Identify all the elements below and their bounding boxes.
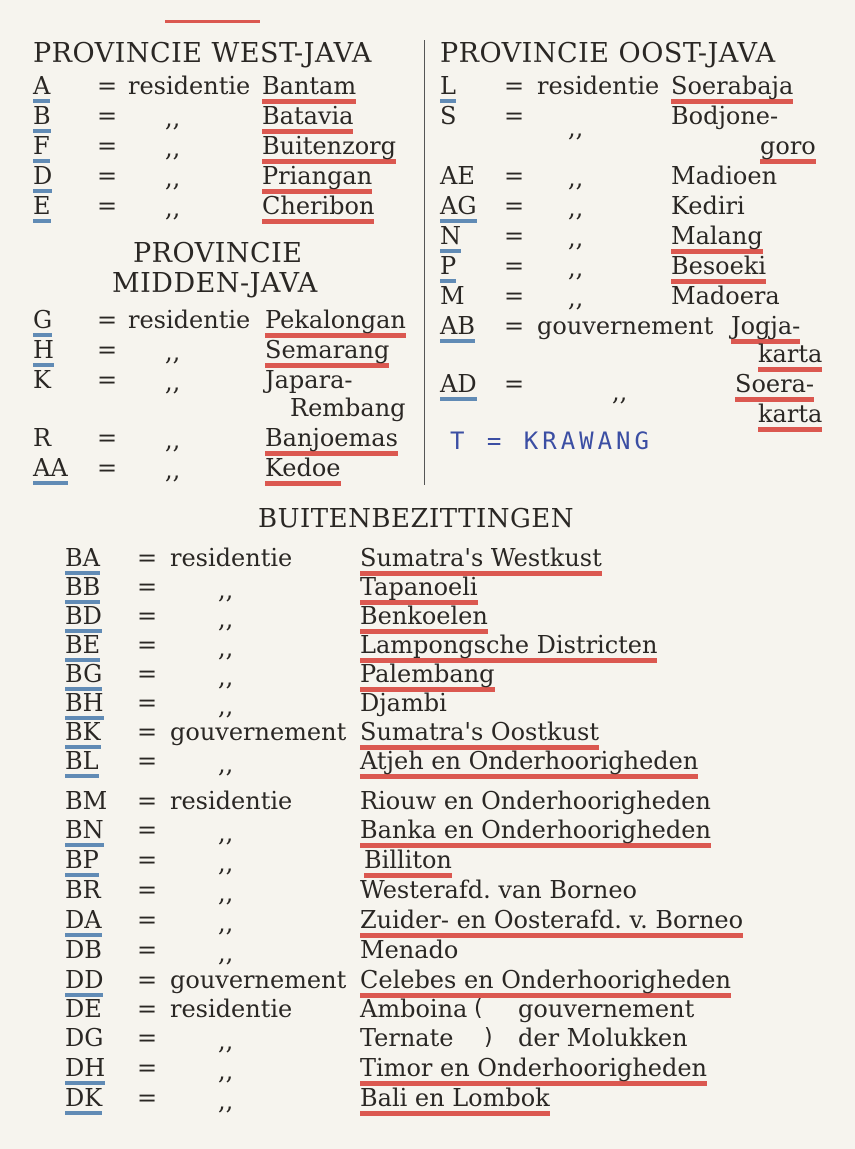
ditto: ,, (165, 134, 181, 162)
ditto: ,, (165, 104, 181, 132)
ditto: ,, (165, 338, 181, 366)
name-celebes: Celebes en Onderhoorigheden (360, 968, 731, 998)
name-soera-karta: karta (758, 402, 822, 432)
ditto: ,, (568, 114, 584, 142)
ditto: ,, (218, 849, 234, 877)
name-atjeh: Atjeh en Onderhoorigheden (360, 749, 698, 779)
heading-provincie: PROVINCIE (133, 238, 303, 269)
name-palembang: Palembang (360, 662, 495, 692)
name-japara: Japara- (265, 366, 353, 394)
name-banjoemas: Banjoemas (265, 426, 398, 456)
name-westkust: Sumatra's Westkust (360, 546, 602, 576)
type: residentie (128, 72, 251, 100)
name-goro: goro (760, 134, 816, 164)
eq: = (137, 876, 158, 904)
code-AE: AE (440, 162, 475, 190)
name-amboina: Amboina (360, 995, 468, 1023)
code-P: P (440, 254, 456, 283)
eq: = (137, 995, 158, 1023)
column-divider (424, 40, 425, 485)
type: gouvernement (170, 718, 347, 746)
eq: = (97, 454, 118, 482)
eq: = (137, 906, 158, 934)
name-bantam: Bantam (262, 74, 356, 104)
ditto: ,, (218, 750, 234, 778)
code-BM: BM (65, 787, 108, 815)
eq: = (137, 602, 158, 630)
code-D: D (33, 164, 52, 193)
eq: = (97, 132, 118, 160)
heading-west-java: PROVINCIE WEST-JAVA (33, 38, 372, 69)
name-bodjone: Bodjone- (671, 102, 779, 130)
eq: = (137, 631, 158, 659)
code-BP: BP (65, 848, 99, 877)
ditto: ,, (218, 909, 234, 937)
code-F: F (33, 134, 50, 163)
eq: = (137, 747, 158, 775)
name-lampong: Lampongsche Districten (360, 633, 657, 663)
code-BD: BD (65, 604, 102, 633)
code-BE: BE (65, 633, 100, 662)
name-buitenzorg: Buitenzorg (262, 134, 396, 164)
code-M: M (440, 282, 465, 310)
code-A: A (33, 74, 50, 103)
type: gouvernement (170, 966, 347, 994)
eq: = (504, 282, 525, 310)
top-red-mark (165, 20, 260, 23)
eq: = (504, 192, 525, 220)
heading-midden-java: MIDDEN-JAVA (112, 268, 318, 299)
ditto: ,, (218, 634, 234, 662)
code-BB: BB (65, 575, 100, 604)
ditto: ,, (218, 1027, 234, 1055)
ditto: ,, (165, 164, 181, 192)
ditto: ,, (165, 368, 181, 396)
name-cheribon: Cheribon (262, 194, 374, 224)
ditto: ,, (218, 819, 234, 847)
name-tapanoeli: Tapanoeli (360, 575, 478, 605)
type: residentie (128, 306, 251, 334)
code-AG: AG (440, 194, 477, 223)
name-riouw: Riouw en Onderhoorigheden (360, 787, 711, 815)
name-semarang: Semarang (265, 338, 389, 368)
eq: = (97, 424, 118, 452)
eq: = (504, 162, 525, 190)
name-pekalongan: Pekalongan (265, 308, 406, 338)
ditto: ,, (568, 194, 584, 222)
ditto: ,, (568, 224, 584, 252)
eq: = (504, 72, 525, 100)
code-BH: BH (65, 691, 104, 720)
code-DD: DD (65, 968, 103, 997)
ditto: ,, (612, 378, 628, 406)
code-E: E (33, 194, 51, 223)
name-kediri: Kediri (671, 192, 745, 220)
note-molukken: der Molukken (518, 1024, 688, 1052)
name-soera: Soera- (735, 372, 814, 402)
name-madioen: Madioen (671, 162, 778, 190)
eq: = (97, 102, 118, 130)
code-BR: BR (65, 876, 101, 904)
handwritten-note: T = KRAWANG (450, 427, 653, 455)
brace-open: ( (474, 996, 483, 1021)
name-rembang: Rembang (290, 394, 406, 422)
code-L: L (440, 74, 456, 103)
code-BN: BN (65, 818, 104, 847)
code-BK: BK (65, 720, 101, 749)
ditto: ,, (165, 426, 181, 454)
code-DE: DE (65, 995, 102, 1023)
name-ternate: Ternate (360, 1024, 454, 1052)
name-besoeki: Besoeki (671, 254, 766, 284)
name-batavia: Batavia (262, 104, 353, 134)
name-benkoelen: Benkoelen (360, 604, 488, 634)
name-jogja: Jogja- (731, 314, 800, 344)
eq: = (97, 192, 118, 220)
heading-buitenbezittingen: BUITENBEZITTINGEN (258, 504, 574, 534)
name-djambi: Djambi (360, 689, 447, 717)
eq: = (97, 366, 118, 394)
code-DK: DK (65, 1086, 102, 1115)
code-R: R (33, 424, 52, 452)
note-gouvernement: gouvernement (518, 995, 695, 1023)
code-BG: BG (65, 662, 102, 691)
name-malang: Malang (671, 224, 763, 254)
eq: = (137, 544, 158, 572)
name-priangan: Priangan (262, 164, 372, 194)
name-menado: Menado (360, 936, 459, 964)
ditto: ,, (218, 879, 234, 907)
ditto: ,, (165, 456, 181, 484)
eq: = (137, 966, 158, 994)
name-billiton: Billiton (364, 848, 452, 878)
eq: = (137, 1084, 158, 1112)
code-AB: AB (440, 314, 475, 343)
code-N: N (440, 224, 461, 253)
code-BL: BL (65, 749, 99, 778)
code-BA: BA (65, 546, 100, 575)
ditto: ,, (218, 939, 234, 967)
ditto: ,, (218, 1087, 234, 1115)
eq: = (137, 689, 158, 717)
ditto: ,, (218, 1057, 234, 1085)
code-G: G (33, 308, 52, 337)
eq: = (137, 660, 158, 688)
type: residentie (170, 787, 293, 815)
eq: = (97, 72, 118, 100)
ditto: ,, (218, 576, 234, 604)
ditto: ,, (568, 164, 584, 192)
eq: = (137, 787, 158, 815)
ditto: ,, (218, 692, 234, 720)
code-H: H (33, 338, 54, 367)
name-zuiderafd: Zuider- en Oosterafd. v. Borneo (360, 908, 743, 938)
name-jogja-karta: karta (758, 342, 822, 372)
name-soerabaja: Soerabaja (671, 74, 793, 104)
ditto: ,, (568, 284, 584, 312)
type: gouvernement (537, 312, 714, 340)
ditto: ,, (568, 254, 584, 282)
name-oostkust: Sumatra's Oostkust (360, 720, 599, 750)
code-B: B (33, 104, 51, 133)
name-timor: Timor en Onderhoorigheden (360, 1056, 707, 1086)
name-westerafd: Westerafd. van Borneo (360, 876, 637, 904)
code-DA: DA (65, 908, 102, 937)
ditto: ,, (218, 605, 234, 633)
brace-close: ) (484, 1025, 493, 1050)
eq: = (504, 102, 525, 130)
heading-oost-java: PROVINCIE OOST-JAVA (440, 38, 776, 69)
eq: = (137, 816, 158, 844)
code-DG: DG (65, 1024, 104, 1052)
code-AA: AA (33, 456, 68, 485)
type: residentie (170, 995, 293, 1023)
name-kedoe: Kedoe (265, 456, 341, 486)
eq: = (137, 573, 158, 601)
eq: = (97, 306, 118, 334)
eq: = (504, 312, 525, 340)
eq: = (97, 162, 118, 190)
ditto: ,, (165, 194, 181, 222)
code-S: S (440, 102, 457, 130)
type: residentie (170, 544, 293, 572)
code-DH: DH (65, 1056, 105, 1085)
eq: = (97, 336, 118, 364)
eq: = (504, 370, 525, 398)
eq: = (137, 846, 158, 874)
code-AD: AD (440, 372, 477, 401)
eq: = (504, 252, 525, 280)
eq: = (137, 936, 158, 964)
eq: = (137, 1024, 158, 1052)
ditto: ,, (218, 663, 234, 691)
eq: = (137, 1054, 158, 1082)
eq: = (137, 718, 158, 746)
type: residentie (537, 72, 660, 100)
name-banka: Banka en Onderhoorigheden (360, 818, 711, 848)
name-madoera: Madoera (671, 282, 780, 310)
name-bali: Bali en Lombok (360, 1086, 550, 1116)
code-DB: DB (65, 936, 102, 964)
eq: = (504, 222, 525, 250)
code-K: K (33, 366, 51, 394)
